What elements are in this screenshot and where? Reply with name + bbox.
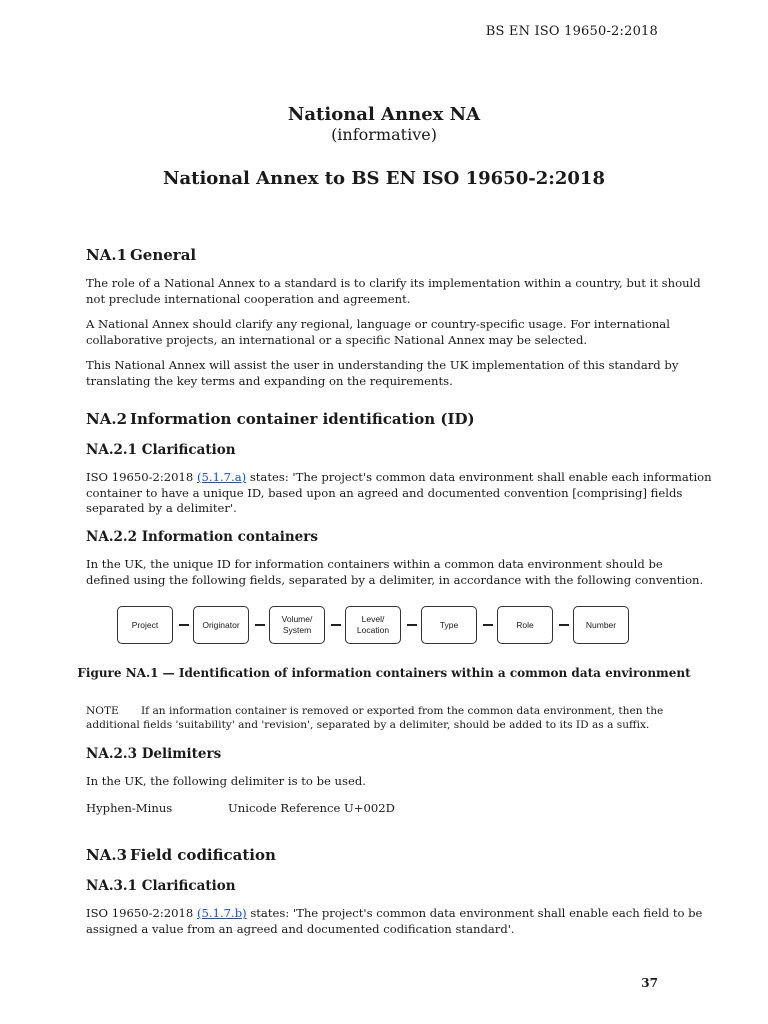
field-box-role: Role: [497, 606, 553, 644]
na2-3-paragraph: In the UK, the following delimiter is to be used.: [86, 774, 366, 788]
subsection-na2-1-heading: NA.2.1 Clarification: [86, 442, 236, 458]
delimiter-unicode-ref: Unicode Reference U+002D: [228, 801, 395, 815]
note-text: If an information container is removed or exported from the common data environment, then the: [141, 705, 664, 717]
na1-paragraph-3: [86, 358, 679, 389]
page-number: 37: [641, 976, 658, 990]
paragraph-line: translating the key terms and expanding on the requirements.: [86, 373, 453, 388]
paragraph-line: [86, 470, 712, 486]
paragraph-line: assigned a value from an agreed and documented codification standard'.: [86, 921, 515, 936]
field-box-type: Type: [421, 606, 477, 644]
paragraph-line: [86, 906, 703, 922]
section-number: NA.1: [86, 246, 128, 264]
subsection-na2-3-heading: NA.2.3 Delimiters: [86, 746, 222, 762]
field-box-number: Number: [573, 606, 629, 644]
note-line: [86, 704, 664, 718]
field-box-level-location: Level/ Location: [345, 606, 401, 644]
section-na3-heading: [86, 846, 276, 864]
subsection-na2-2-heading: NA.2.2 Information containers: [86, 529, 318, 545]
subsection-na3-1-heading: NA.3.1 Clarification: [86, 878, 236, 894]
citation-prefix: ISO 19650-2:2018: [86, 906, 197, 920]
paragraph-line: collaborative projects, an international or a specific National Annex may be selected.: [86, 332, 588, 347]
paragraph-line: This National Annex will assist the user in understanding the UK implementation of this standard by: [86, 358, 679, 372]
section-title: Field codification: [130, 846, 276, 864]
figure-caption: Figure NA.1 — Identification of information containers within a common data environment: [77, 666, 691, 680]
delimiter-dash: [559, 624, 569, 626]
paragraph-line: defined using the following fields, separated by a delimiter, in accordance with the following convention.: [86, 572, 704, 587]
paragraph-line: not preclude international cooperation and agreement.: [86, 291, 411, 306]
delimiter-dash: [407, 624, 417, 626]
delimiter-dash: [255, 624, 265, 626]
section-na2-heading: [86, 410, 475, 428]
section-title: Information container identification (ID): [130, 410, 475, 428]
document-reference: BS EN ISO 19650-2:2018: [485, 24, 658, 39]
na3-1-paragraph: [86, 906, 703, 937]
delimiter-dash: [483, 624, 493, 626]
na2-2-paragraph: [86, 557, 704, 588]
na1-paragraph-2: [86, 317, 670, 348]
section-title: General: [130, 246, 197, 264]
section-number: NA.3: [86, 846, 128, 864]
section-number: NA.2: [86, 410, 128, 428]
citation-text: states: 'The project's common data environment shall enable each information: [246, 470, 712, 484]
citation-prefix: ISO 19650-2:2018: [86, 470, 197, 484]
note: [86, 704, 664, 732]
section-na1-heading: [86, 246, 196, 264]
annex-main-title: National Annex to BS EN ISO 19650-2:2018: [163, 168, 605, 189]
na1-paragraph-1: [86, 276, 701, 307]
delimiter-name: Hyphen-Minus: [86, 801, 173, 815]
paragraph-line: separated by a delimiter'.: [86, 501, 237, 515]
field-box-project: Project: [117, 606, 173, 644]
field-box-volume-system: Volume/ System: [269, 606, 325, 644]
clause-link-5-1-7-b[interactable]: (5.1.7.b): [196, 906, 247, 920]
delimiter-dash: [331, 624, 341, 626]
paragraph-line: A National Annex should clarify any regional, language or country-specific usage. For international: [86, 317, 670, 331]
note-label: NOTE: [86, 705, 119, 717]
delimiter-row: [86, 801, 395, 815]
clause-link-5-1-7-a[interactable]: (5.1.7.a): [196, 470, 247, 484]
annex-title: National Annex NA: [287, 104, 481, 125]
paragraph-line: container to have a unique ID, based upon an agreed and documented convention [comprising] fields: [86, 485, 683, 500]
paragraph-line: In the UK, the unique ID for information containers within a common data environment should be: [86, 557, 663, 571]
na2-1-paragraph: [86, 470, 712, 517]
field-box-originator: Originator: [193, 606, 249, 644]
note-line: additional fields 'suitability' and 'revision', separated by a delimiter, should be added to its ID as a suffix.: [86, 719, 650, 731]
paragraph-line: The role of a National Annex to a standard is to clarify its implementation within a country, but it should: [86, 276, 701, 290]
citation-text: states: 'The project's common data environment shall enable each field to be: [246, 906, 703, 920]
delimiter-dash: [179, 624, 189, 626]
annex-type: (informative): [331, 125, 437, 144]
